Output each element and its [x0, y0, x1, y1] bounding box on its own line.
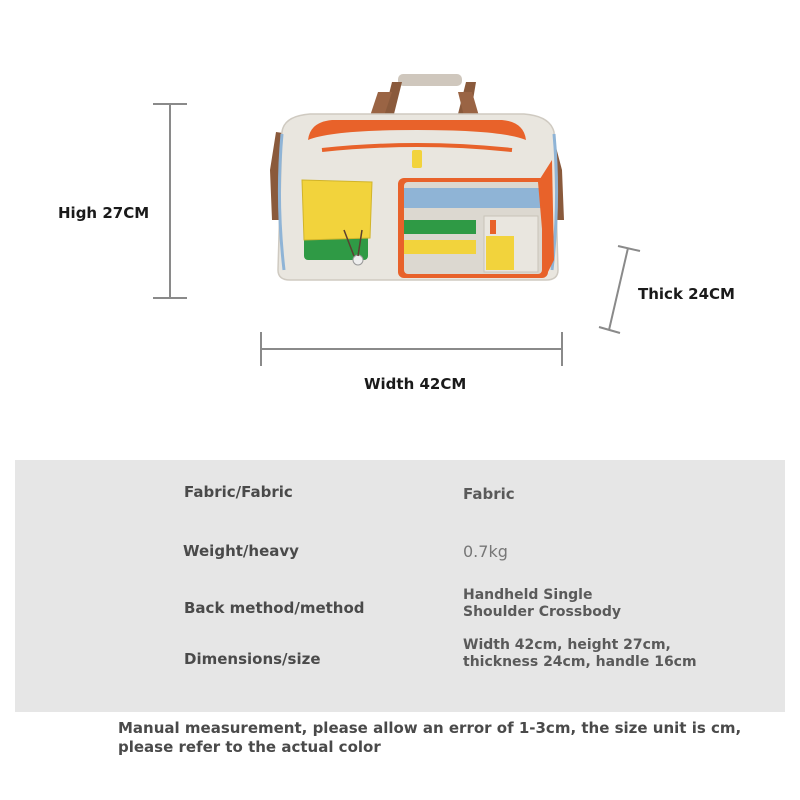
spec-label-back-method: Back method/method	[184, 599, 365, 617]
height-label: High 27CM	[58, 204, 150, 222]
width-label: Width 42CM	[364, 375, 467, 393]
spec-label-fabric: Fabric/Fabric	[184, 483, 293, 501]
note-line: please refer to the actual color	[118, 738, 381, 756]
thick-label: Thick 24CM	[638, 285, 735, 303]
spec-value-back-method	[463, 587, 621, 621]
width-measure-line	[255, 330, 569, 370]
spec-value-line: Shoulder Crossbody	[463, 604, 621, 620]
note-line: Manual measurement, please allow an error of 1-3cm, the size unit is cm,	[118, 719, 742, 737]
measurement-note	[118, 719, 778, 757]
spec-value-weight: 0.7kg	[463, 542, 508, 561]
spec-value-line: thickness 24cm, handle 16cm	[463, 654, 697, 670]
height-measure-line	[150, 100, 190, 302]
spec-value-line: Width 42cm, height 27cm,	[463, 637, 671, 653]
spec-panel	[15, 460, 785, 712]
spec-value-fabric: Fabric	[463, 485, 515, 503]
spec-value-dimensions	[463, 637, 697, 671]
spec-label-weight: Weight/heavy	[183, 542, 299, 560]
spec-label-dimensions: Dimensions/size	[184, 650, 321, 668]
spec-value-line: Handheld Single	[463, 587, 593, 603]
duffel-bag-icon	[262, 70, 572, 290]
